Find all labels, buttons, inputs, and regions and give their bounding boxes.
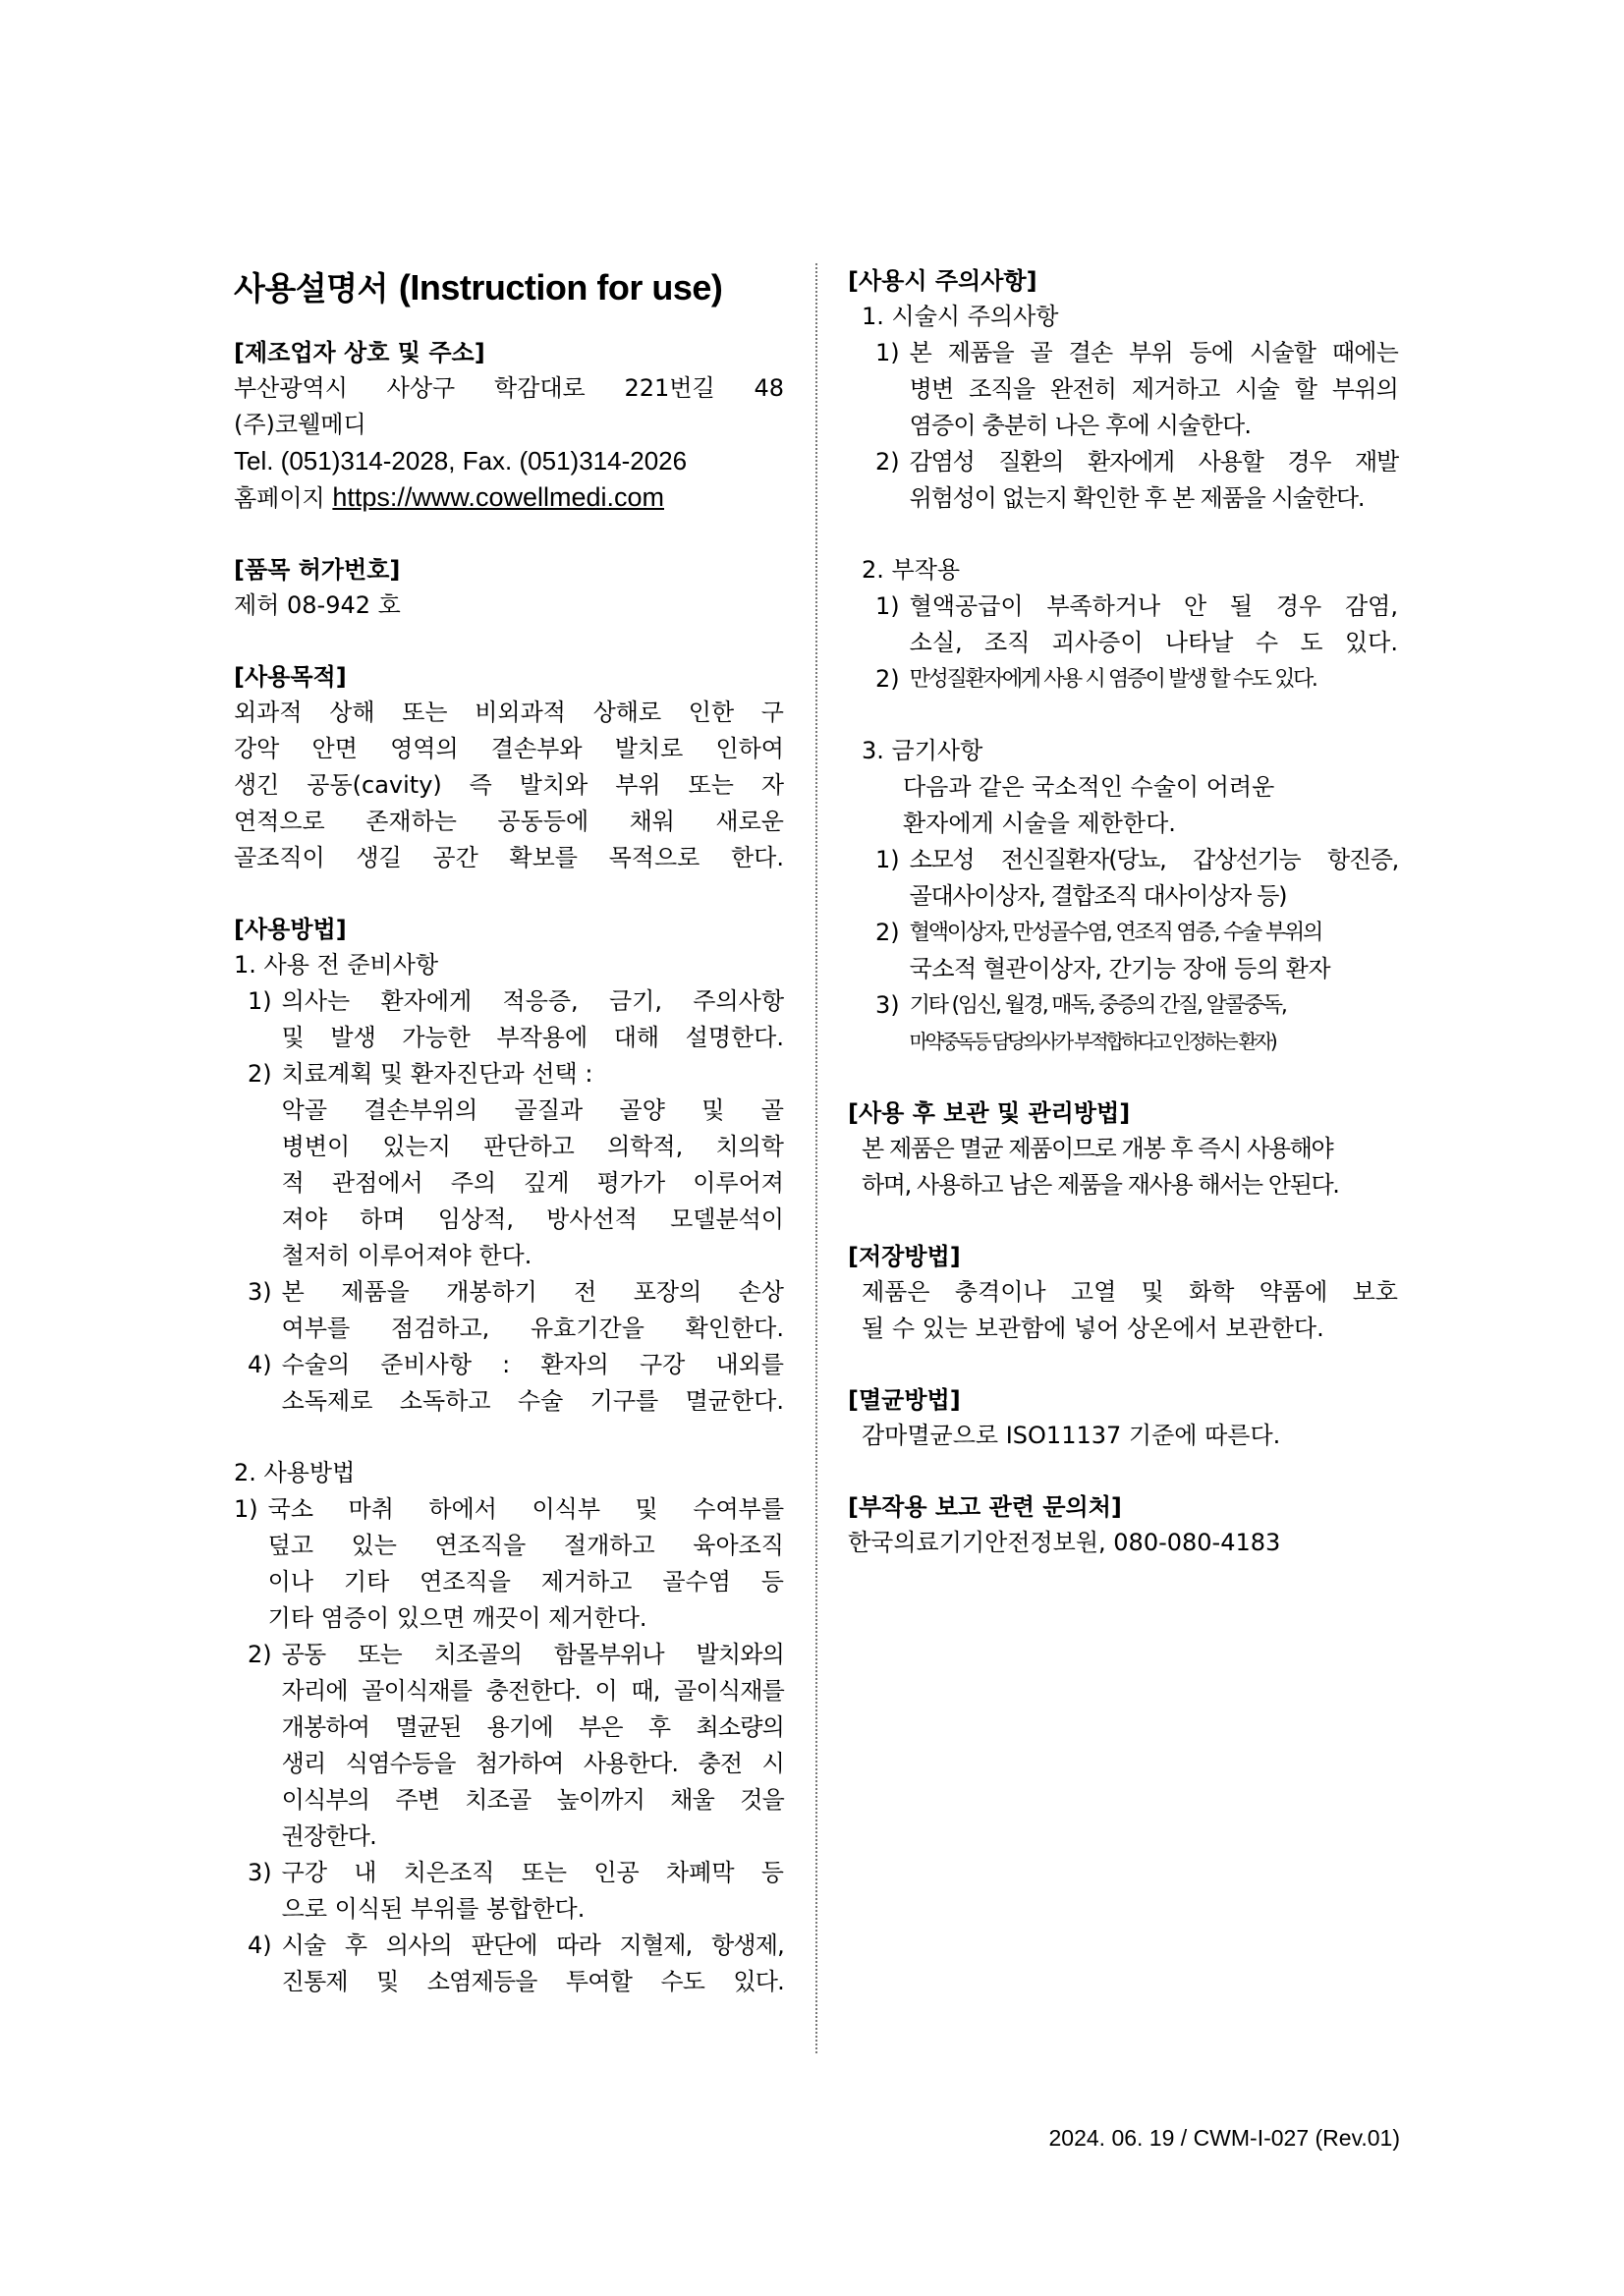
right-column bbox=[848, 263, 1398, 1596]
item-line: 혈액공급이 부족하거나 안 될 경우 감염, bbox=[909, 592, 1398, 620]
after-use-section bbox=[848, 1095, 1398, 1204]
item-line: 개봉하여 멸균된 용기에 부은 후 최소량의 bbox=[281, 1713, 784, 1741]
list-item bbox=[848, 335, 1398, 444]
permit-section bbox=[234, 552, 784, 624]
item-line: 적 관점에서 주의 깊게 평가가 이루어져 bbox=[281, 1169, 784, 1197]
item-number: 4) bbox=[248, 1932, 272, 1959]
contraindication-intro: 환자에게 시술을 제한한다. bbox=[903, 810, 1176, 837]
item-line: 권장한다. bbox=[281, 1822, 377, 1850]
item-line: 국소 마취 하에서 이식부 및 수여부를 bbox=[267, 1495, 784, 1523]
permit-heading: [품목 허가번호] bbox=[234, 556, 401, 584]
item-line: 기타 염증이 있으면 깨끗이 제거한다. bbox=[267, 1604, 647, 1632]
item-line: 본 제품을 개봉하기 전 포장의 손상 bbox=[281, 1278, 784, 1306]
sterilization-section bbox=[848, 1382, 1398, 1454]
item-line: 치료계획 및 환자진단과 선택 : bbox=[281, 1060, 593, 1088]
item-number: 1) bbox=[875, 592, 900, 620]
purpose-section bbox=[234, 659, 784, 876]
item-line: 혈액이상자, 만성골수염, 연조직 염증, 수술 부위의 bbox=[909, 921, 1322, 945]
item-number: 2) bbox=[248, 1060, 272, 1088]
method-heading: [사용방법] bbox=[234, 916, 347, 943]
list-item bbox=[848, 444, 1398, 517]
item-line: 여부를 점검하고, 유효기간을 확인한다. bbox=[281, 1315, 784, 1342]
adverse-report-section bbox=[848, 1489, 1398, 1561]
after-use-line: 본 제품은 멸균 제품이므로 개봉 후 즉시 사용해야 bbox=[862, 1135, 1333, 1162]
method-section bbox=[234, 912, 784, 2000]
list-item bbox=[234, 1928, 784, 2000]
list-item bbox=[234, 1855, 784, 1928]
item-number: 1) bbox=[875, 846, 900, 873]
item-line: 병변 조직을 완전히 제거하고 시술 할 부위의 bbox=[909, 375, 1398, 403]
item-line: 소모성 전신질환자(당뇨, 갑상선기능 항진증, bbox=[909, 846, 1398, 873]
item-line: 국소적 혈관이상자, 간기능 장애 등의 환자 bbox=[909, 955, 1331, 982]
precautions-s1-title: 1. 시술시 주의사항 bbox=[862, 303, 1059, 330]
item-line: 의사는 환자에게 적응증, 금기, 주의사항 bbox=[281, 987, 784, 1015]
purpose-line: 생긴 공동(cavity) 즉 발치와 부위 또는 자 bbox=[234, 771, 784, 799]
item-line: 소독제로 소독하고 수술 기구를 멸균한다. bbox=[281, 1387, 784, 1415]
permit-number: 제허 08-942 호 bbox=[234, 591, 401, 619]
item-line: 공동 또는 치조골의 함몰부위나 발치와의 bbox=[281, 1641, 784, 1668]
precautions-heading: [사용시 주의사항] bbox=[848, 267, 1037, 295]
list-item bbox=[234, 1347, 784, 1420]
list-item bbox=[234, 1056, 784, 1274]
list-item bbox=[848, 987, 1398, 1060]
after-use-heading: [사용 후 보관 및 관리방법] bbox=[848, 1099, 1131, 1127]
homepage-label: 홈페이지 bbox=[234, 484, 325, 512]
adverse-report-text: 한국의료기기안전정보원, 080-080-4183 bbox=[848, 1529, 1281, 1556]
item-line: 진통제 및 소염제등을 투여할 수도 있다. bbox=[281, 1968, 784, 1995]
title-korean: 사용설명서 bbox=[234, 269, 388, 308]
document-footer: 2024. 06. 19 / CWM-I-027 (Rev.01) bbox=[1048, 2125, 1400, 2151]
item-line: 소실, 조직 괴사증이 나타날 수 도 있다. bbox=[909, 629, 1398, 656]
item-number: 1) bbox=[875, 339, 900, 366]
list-item bbox=[234, 983, 784, 1056]
list-item bbox=[234, 1637, 784, 1855]
purpose-line: 골조직이 생길 공간 확보를 목적으로 한다. bbox=[234, 844, 784, 871]
title-english: (Instruction for use) bbox=[398, 267, 723, 308]
item-number: 1) bbox=[234, 1495, 258, 1523]
item-number: 4) bbox=[248, 1351, 272, 1378]
item-line: 및 발생 가능한 부작용에 대해 설명한다. bbox=[281, 1024, 784, 1051]
item-number: 3) bbox=[248, 1859, 272, 1886]
item-line: 자리에 골이식재를 충전한다. 이 때, 골이식재를 bbox=[281, 1677, 784, 1705]
list-item bbox=[848, 588, 1398, 661]
item-number: 2) bbox=[875, 448, 900, 476]
item-line: 본 제품을 골 결손 부위 등에 시술할 때에는 bbox=[909, 339, 1398, 366]
manufacturer-phone-fax: Tel. (051)314-2028, Fax. (051)314-2026 bbox=[234, 446, 688, 476]
item-line: 위험성이 없는지 확인한 후 본 제품을 시술한다. bbox=[909, 484, 1365, 512]
purpose-line: 외과적 상해 또는 비외과적 상해로 인한 구 bbox=[234, 699, 784, 726]
use-title: 2. 사용방법 bbox=[234, 1459, 356, 1486]
manufacturer-address: 부산광역시 사상구 학감대로 221번길 48 bbox=[234, 374, 784, 402]
item-line: 골대사이상자, 결합조직 대사이상자 등) bbox=[909, 882, 1287, 910]
item-line: 악골 결손부위의 골질과 골양 및 골 bbox=[281, 1096, 784, 1124]
manufacturer-company: (주)코웰메디 bbox=[234, 411, 366, 438]
manufacturer-section bbox=[234, 335, 784, 517]
item-line: 수술의 준비사항 : 환자의 구강 내외를 bbox=[281, 1351, 784, 1378]
item-number: 3) bbox=[875, 991, 900, 1019]
item-line: 이나 기타 연조직을 제거하고 골수염 등 bbox=[267, 1568, 784, 1596]
list-item bbox=[848, 661, 1398, 698]
list-item bbox=[234, 1491, 784, 1637]
adverse-report-heading: [부작용 보고 관련 문의처] bbox=[848, 1493, 1122, 1521]
item-line: 생리 식염수등을 첨가하여 사용한다. 충전 시 bbox=[281, 1750, 784, 1777]
storage-heading: [저장방법] bbox=[848, 1243, 961, 1270]
manufacturer-heading: [제조업자 상호 및 주소] bbox=[234, 339, 485, 366]
item-line: 마약중독등 담당의사가 부적합하다고 인정하는 환자) bbox=[909, 1030, 1275, 1053]
item-line: 만성질환자에게 사용 시 염증이 발생 할 수도 있다. bbox=[909, 667, 1316, 692]
homepage-link[interactable]: https://www.cowellmedi.com bbox=[332, 482, 664, 512]
item-number: 2) bbox=[248, 1641, 272, 1668]
item-line: 덮고 있는 연조직을 절개하고 육아조직 bbox=[267, 1532, 784, 1559]
left-column bbox=[234, 263, 784, 2000]
storage-line: 될 수 있는 보관함에 넣어 상온에서 보관한다. bbox=[862, 1315, 1324, 1342]
item-line: 기타 (임신, 월경, 매독, 중증의 간질, 알콜중독, bbox=[909, 993, 1286, 1018]
item-line: 병변이 있는지 판단하고 의학적, 치의학 bbox=[281, 1133, 784, 1160]
storage-section bbox=[848, 1239, 1398, 1347]
precautions-s2-title: 2. 부작용 bbox=[862, 556, 961, 584]
item-line: 으로 이식된 부위를 봉합한다. bbox=[281, 1895, 586, 1923]
list-item bbox=[848, 915, 1398, 987]
list-item bbox=[848, 842, 1398, 915]
item-line: 져야 하며 임상적, 방사선적 모델분석이 bbox=[281, 1205, 784, 1233]
precautions-section bbox=[848, 263, 1398, 1060]
item-number: 2) bbox=[875, 919, 900, 946]
item-line: 이식부의 주변 치조골 높이까지 채울 것을 bbox=[281, 1786, 784, 1814]
item-number: 1) bbox=[248, 987, 272, 1015]
list-item bbox=[234, 1274, 784, 1347]
sterilization-text: 감마멸균으로 ISO11137 기준에 따른다. bbox=[862, 1422, 1281, 1449]
prep-title: 1. 사용 전 준비사항 bbox=[234, 951, 439, 979]
storage-line: 제품은 충격이나 고열 및 화학 약품에 보호 bbox=[862, 1278, 1398, 1306]
column-divider bbox=[815, 263, 817, 2053]
item-number: 3) bbox=[248, 1278, 272, 1306]
item-line: 감염성 질환의 환자에게 사용할 경우 재발 bbox=[909, 448, 1398, 476]
item-line: 염증이 충분히 나은 후에 시술한다. bbox=[909, 412, 1252, 439]
contraindication-intro: 다음과 같은 국소적인 수술이 어려운 bbox=[903, 773, 1275, 801]
document-title bbox=[234, 263, 784, 309]
after-use-line: 하며, 사용하고 남은 제품을 재사용 해서는 안된다. bbox=[862, 1171, 1339, 1199]
purpose-line: 강악 안면 영역의 결손부와 발치로 인하여 bbox=[234, 735, 784, 762]
item-line: 구강 내 치은조직 또는 인공 차폐막 등 bbox=[281, 1859, 784, 1886]
purpose-line: 연적으로 존재하는 공동등에 채워 새로운 bbox=[234, 808, 784, 835]
manufacturer-homepage bbox=[234, 479, 784, 517]
sterilization-heading: [멸균방법] bbox=[848, 1386, 961, 1414]
item-line: 시술 후 의사의 판단에 따라 지혈제, 항생제, bbox=[281, 1932, 784, 1959]
item-line: 철저히 이루어져야 한다. bbox=[281, 1242, 532, 1269]
item-number: 2) bbox=[875, 665, 900, 693]
purpose-heading: [사용목적] bbox=[234, 663, 347, 691]
precautions-s3-title: 3. 금기사항 bbox=[862, 737, 983, 764]
